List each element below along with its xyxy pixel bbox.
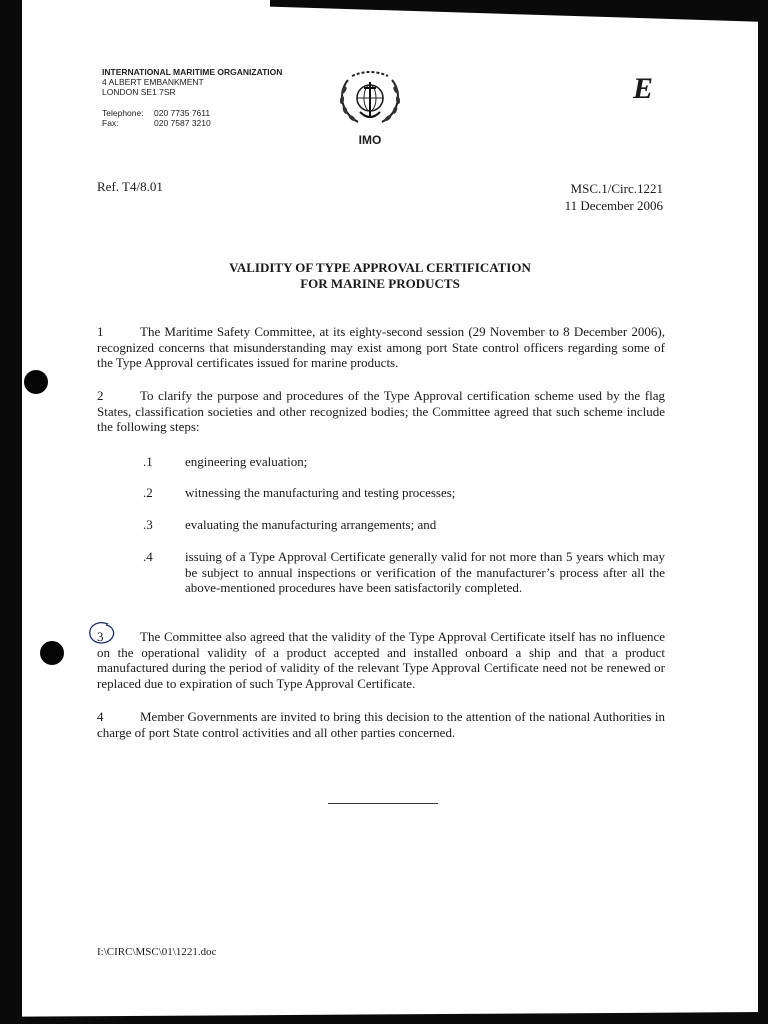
org-name: INTERNATIONAL MARITIME ORGANIZATION — [102, 67, 283, 77]
imo-label: IMO — [358, 133, 382, 147]
paragraph-number: 3 — [97, 629, 104, 644]
language-code: E — [633, 72, 654, 105]
fax-row — [102, 118, 282, 128]
paragraph-number: 2 — [97, 388, 104, 403]
fax-value: 020 7587 3210 — [154, 118, 211, 128]
circular-info — [565, 180, 663, 214]
step-number: .1 — [143, 454, 153, 469]
address-line: LONDON SE1 7SR — [102, 87, 176, 97]
fax-label: Fax: — [102, 118, 119, 128]
paragraph-text: The Maritime Safety Committee, at its eighty-second session (29 November to 8 December 2006), recognized concerns that misunderstanding may exist among port State control officers regarding some of the Type Approval certificates issued for marine products. — [97, 324, 665, 370]
scan-border-bottom — [0, 1012, 768, 1024]
scan-border-top — [270, 0, 768, 22]
paragraph-number: 1 — [97, 324, 104, 339]
address-line: 4 ALBERT EMBANKMENT — [102, 77, 204, 87]
document-title — [97, 260, 663, 292]
step-item — [143, 454, 665, 470]
punch-hole — [40, 641, 64, 665]
step-item — [143, 517, 665, 533]
paragraph-4 — [97, 709, 665, 740]
circular-date: 11 December 2006 — [564, 198, 663, 213]
file-path: I:\CIRC\MSC\01\1221.doc — [97, 946, 217, 958]
end-rule — [328, 803, 438, 804]
scan-border-left — [0, 0, 22, 1024]
paragraph-number: 4 — [97, 709, 104, 724]
imo-emblem-icon — [334, 68, 406, 128]
title-line: FOR MARINE PRODUCTS — [300, 276, 460, 291]
paragraph-3 — [97, 629, 665, 691]
step-item — [143, 485, 665, 501]
telephone-row — [102, 108, 282, 118]
paragraph-1 — [97, 324, 665, 371]
telephone-value: 020 7735 7611 — [154, 108, 211, 118]
step-text: evaluating the manufacturing arrangements; and — [185, 517, 437, 532]
scan-border-right — [758, 0, 768, 1024]
paragraph-text: The Committee also agreed that the validity of the Type Approval Certificate itself has no influence on the operational validity of a product accepted and installed onboard a ship and that a product manufactured during the period of validity of the relevant Type Approval Certificate need not be renewed or replaced due to expiration of such Type Approval Certificate. — [97, 629, 665, 691]
reference-number: Ref. T4/8.01 — [97, 179, 163, 194]
title-line: VALIDITY OF TYPE APPROVAL CERTIFICATION — [229, 260, 531, 275]
punch-hole — [24, 370, 48, 394]
paragraph-text: To clarify the purpose and procedures of the Type Approval certification scheme used by the flag States, classification societies and other recognized bodies; the Committee agreed that such scheme include the following steps: — [97, 388, 665, 434]
step-text: issuing of a Type Approval Certificate generally valid for not more than 5 years which may be subject to annual inspections or verification of the manufacturer’s process after all the above-mentioned procedures have been satisfactorily completed. — [185, 549, 665, 595]
organization-address — [102, 67, 282, 128]
step-item — [143, 549, 665, 596]
step-number: .2 — [143, 485, 153, 500]
step-text: witnessing the manufacturing and testing processes; — [185, 485, 456, 500]
step-text: engineering evaluation; — [185, 454, 308, 469]
step-number: .4 — [143, 549, 153, 564]
step-number: .3 — [143, 517, 153, 532]
paragraph-text: Member Governments are invited to bring this decision to the attention of the national Authorities in charge of port State control activities and all other parties concerned. — [97, 709, 665, 740]
telephone-label: Telephone: — [102, 108, 144, 118]
circular-number: MSC.1/Circ.1221 — [570, 181, 663, 196]
paragraph-2 — [97, 388, 665, 435]
